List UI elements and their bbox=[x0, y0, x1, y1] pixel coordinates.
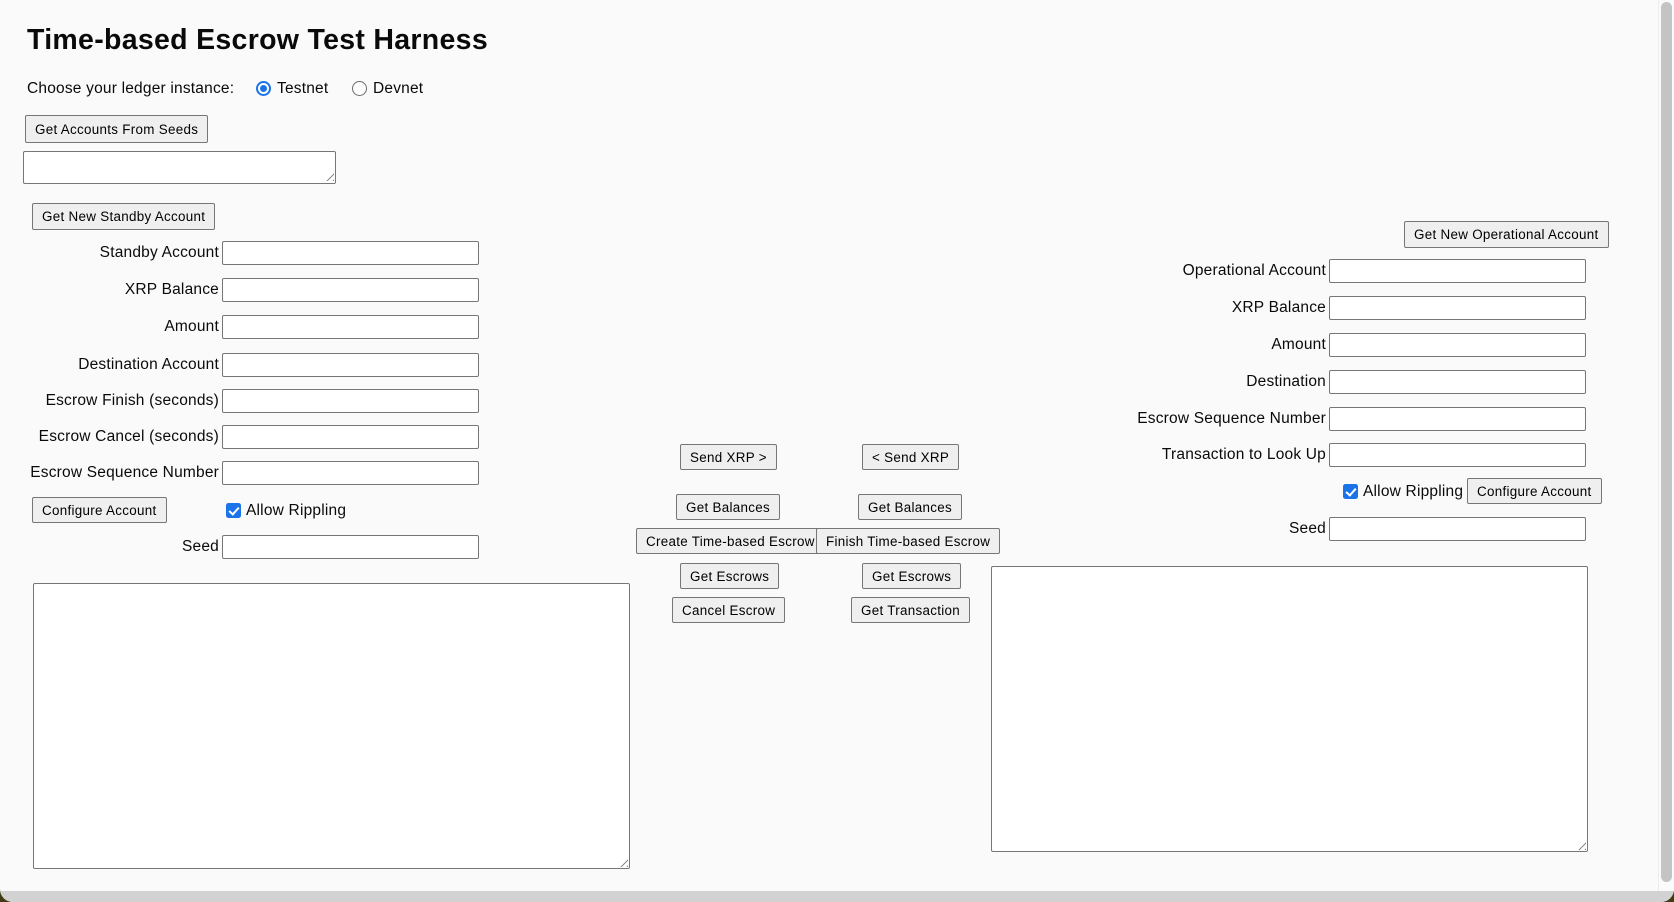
cancel-escrow-button[interactable]: Cancel Escrow bbox=[672, 597, 785, 623]
standby-escrow-sequence-label: Escrow Sequence Number bbox=[30, 464, 219, 481]
vertical-scrollbar-track[interactable] bbox=[1658, 0, 1674, 891]
finish-time-based-escrow-button[interactable]: Finish Time-based Escrow bbox=[816, 528, 1000, 554]
operational-allow-rippling-label: Allow Rippling bbox=[1363, 483, 1464, 500]
escrow-cancel-label: Escrow Cancel (seconds) bbox=[38, 428, 219, 445]
operational-xrp-balance-label: XRP Balance bbox=[1231, 299, 1326, 316]
standby-account-label: Standby Account bbox=[99, 244, 219, 261]
operational-escrow-sequence-input[interactable] bbox=[1329, 407, 1586, 431]
get-transaction-button[interactable]: Get Transaction bbox=[851, 597, 970, 623]
standby-results-textarea[interactable] bbox=[33, 583, 630, 869]
horizontal-scrollbar[interactable] bbox=[0, 891, 1674, 902]
devnet-radio-label[interactable]: Devnet bbox=[373, 80, 424, 97]
operational-xrp-balance-input[interactable] bbox=[1329, 296, 1586, 320]
page-title: Time-based Escrow Test Harness bbox=[27, 24, 488, 56]
get-new-standby-account-button[interactable]: Get New Standby Account bbox=[32, 203, 215, 230]
operational-account-label: Operational Account bbox=[1182, 262, 1326, 279]
ledger-prompt-label: Choose your ledger instance: bbox=[27, 80, 235, 97]
operational-seed-label: Seed bbox=[1289, 520, 1326, 537]
get-new-operational-account-button[interactable]: Get New Operational Account bbox=[1404, 221, 1609, 248]
standby-seed-label: Seed bbox=[182, 538, 219, 555]
operational-allow-rippling-checkbox[interactable] bbox=[1343, 484, 1358, 499]
operational-amount-label: Amount bbox=[1271, 336, 1326, 353]
standby-allow-rippling-checkbox[interactable] bbox=[226, 503, 241, 518]
operational-get-escrows-button[interactable]: Get Escrows bbox=[862, 563, 961, 589]
operational-seed-input[interactable] bbox=[1329, 517, 1586, 541]
standby-destination-label: Destination Account bbox=[78, 356, 219, 373]
vertical-scrollbar-thumb[interactable] bbox=[1661, 2, 1672, 882]
create-time-based-escrow-button[interactable]: Create Time-based Escrow bbox=[636, 528, 825, 554]
transaction-to-look-up-label: Transaction to Look Up bbox=[1161, 446, 1326, 463]
standby-xrp-balance-label: XRP Balance bbox=[124, 281, 219, 298]
standby-get-balances-button[interactable]: Get Balances bbox=[676, 494, 780, 520]
operational-get-balances-button[interactable]: Get Balances bbox=[858, 494, 962, 520]
transaction-to-look-up-input[interactable] bbox=[1329, 443, 1586, 467]
send-xrp-to-standby-button[interactable]: < Send XRP bbox=[862, 444, 959, 470]
operational-results-textarea[interactable] bbox=[991, 566, 1588, 852]
operational-destination-input[interactable] bbox=[1329, 370, 1586, 394]
seeds-textarea[interactable] bbox=[23, 151, 336, 184]
devnet-radio[interactable] bbox=[352, 81, 367, 96]
standby-get-escrows-button[interactable]: Get Escrows bbox=[680, 563, 779, 589]
standby-allow-rippling-label: Allow Rippling bbox=[246, 502, 347, 519]
get-accounts-from-seeds-button[interactable]: Get Accounts From Seeds bbox=[25, 115, 208, 143]
operational-destination-label: Destination bbox=[1246, 373, 1326, 390]
operational-amount-input[interactable] bbox=[1329, 333, 1586, 357]
operational-escrow-sequence-label: Escrow Sequence Number bbox=[1137, 410, 1326, 427]
escrow-finish-label: Escrow Finish (seconds) bbox=[45, 392, 219, 409]
testnet-radio-label[interactable]: Testnet bbox=[277, 80, 329, 97]
operational-account-input[interactable] bbox=[1329, 259, 1586, 283]
standby-configure-account-button[interactable]: Configure Account bbox=[32, 497, 167, 523]
testnet-radio[interactable] bbox=[256, 81, 271, 96]
standby-amount-label: Amount bbox=[164, 318, 219, 335]
operational-configure-account-button[interactable]: Configure Account bbox=[1467, 478, 1602, 504]
send-xrp-to-operational-button[interactable]: Send XRP > bbox=[680, 444, 777, 470]
